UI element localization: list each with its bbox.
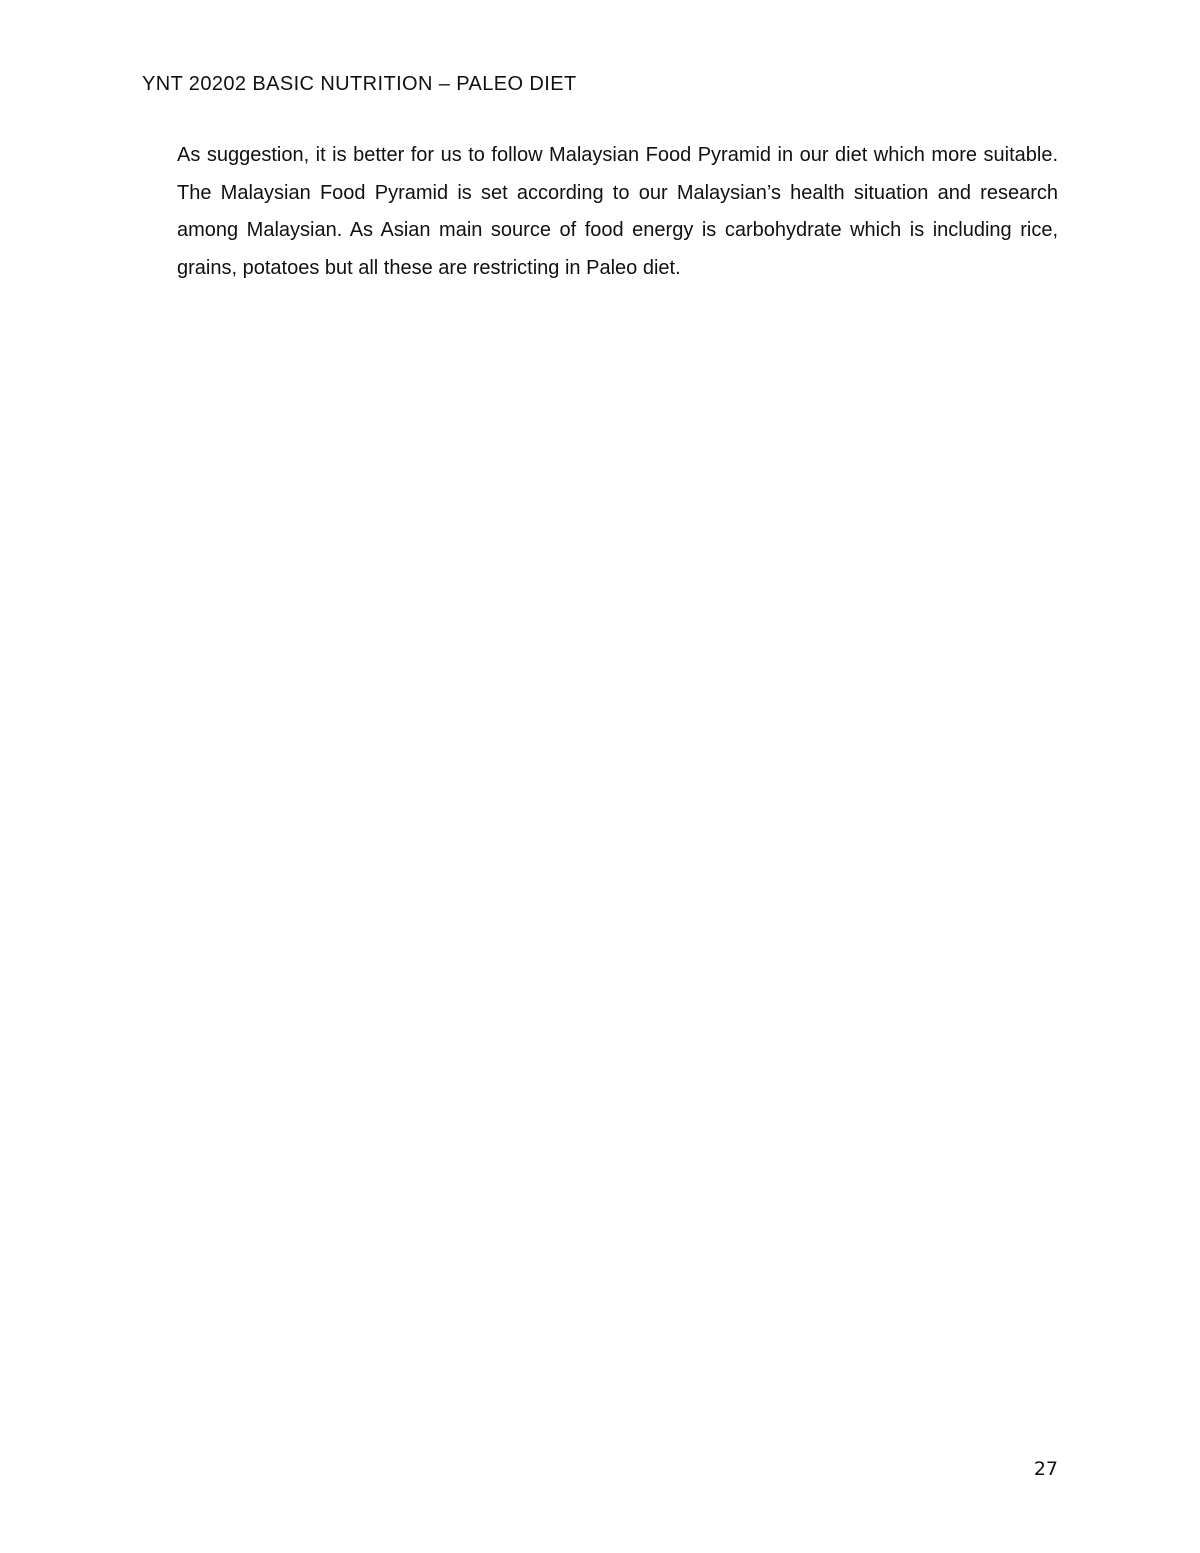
running-header-title: YNT 20202 BASIC NUTRITION – PALEO DIET [142, 73, 577, 95]
page-number: 27 [1033, 1458, 1058, 1480]
body-paragraph: As suggestion, it is better for us to follow Malaysian Food Pyramid in our diet which more suitable. The Malaysian Food Pyramid is set according to our Malaysian’s health situation and research among Malaysian. As Asian main source of food energy is carbohydrate which is including rice, grains, potatoes but all these are restricting in Paleo diet. [177, 144, 1058, 279]
